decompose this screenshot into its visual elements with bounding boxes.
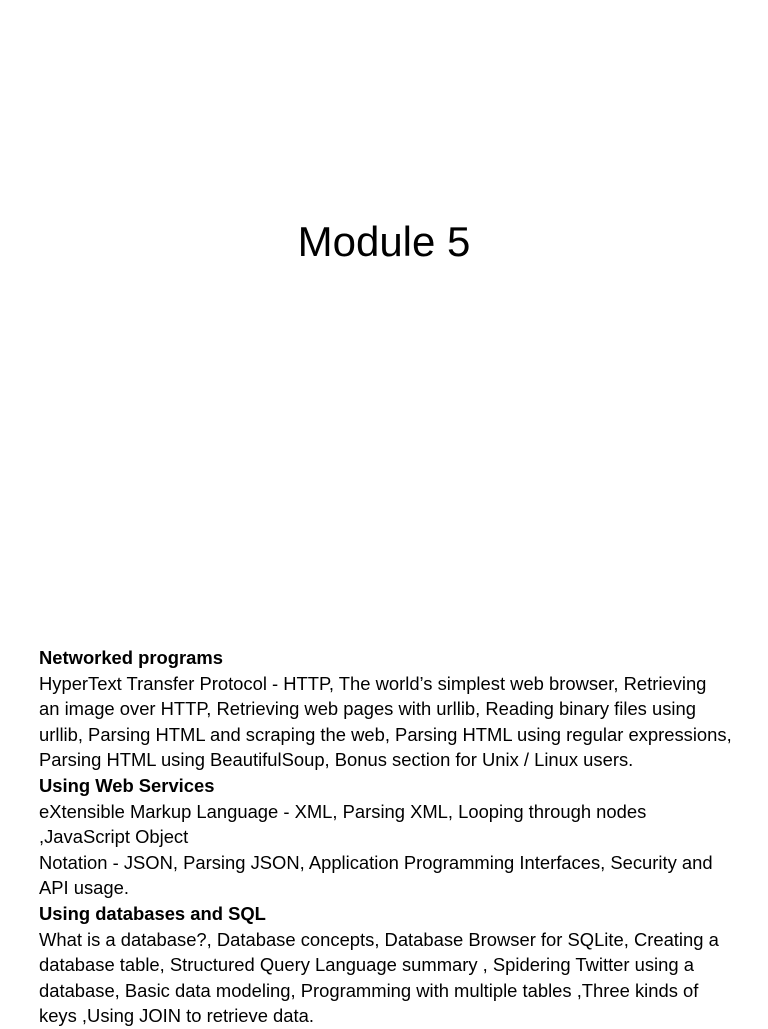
section-text-line: database table, Structured Query Language summary , Spidering Twitter using a [39,954,694,976]
section-heading: Using Web Services [39,774,215,796]
section-heading: Using databases and SQL [39,902,266,924]
section-text-line: What is a database?, Database concepts, Database Browser for SQLite, Creating a [39,928,719,950]
section-using-databases-and-sql [39,901,764,1029]
section-text-line: Parsing HTML using BeautifulSoup, Bonus section for Unix / Linux users. [39,749,634,771]
section-text-line: Notation - JSON, Parsing JSON, Application Programming Interfaces, Security and [39,851,713,873]
section-text-line: keys ,Using JOIN to retrieve data. [39,1005,314,1027]
section-heading: Networked programs [39,647,223,668]
section-text-line: API usage. [39,877,129,899]
section-text-line: an image over HTTP, Retrieving web pages with urllib, Reading binary files using [39,698,696,720]
section-text-line: urllib, Parsing HTML and scraping the web, Parsing HTML using regular expressions, [39,723,732,745]
page-title: Module 5 [297,218,471,265]
section-text-line: HyperText Transfer Protocol - HTTP, The world’s simplest web browser, Retrieving [39,672,707,694]
section-networked-programs [39,645,764,773]
section-text-line: eXtensible Markup Language - XML, Parsing XML, Looping through nodes [39,800,647,822]
syllabus-body [39,645,764,1029]
section-text-line: database, Basic data modeling, Programming with multiple tables ,Three kinds of [39,979,699,1001]
section-text-line: ,JavaScript Object [39,826,189,848]
section-using-web-services [39,773,764,901]
